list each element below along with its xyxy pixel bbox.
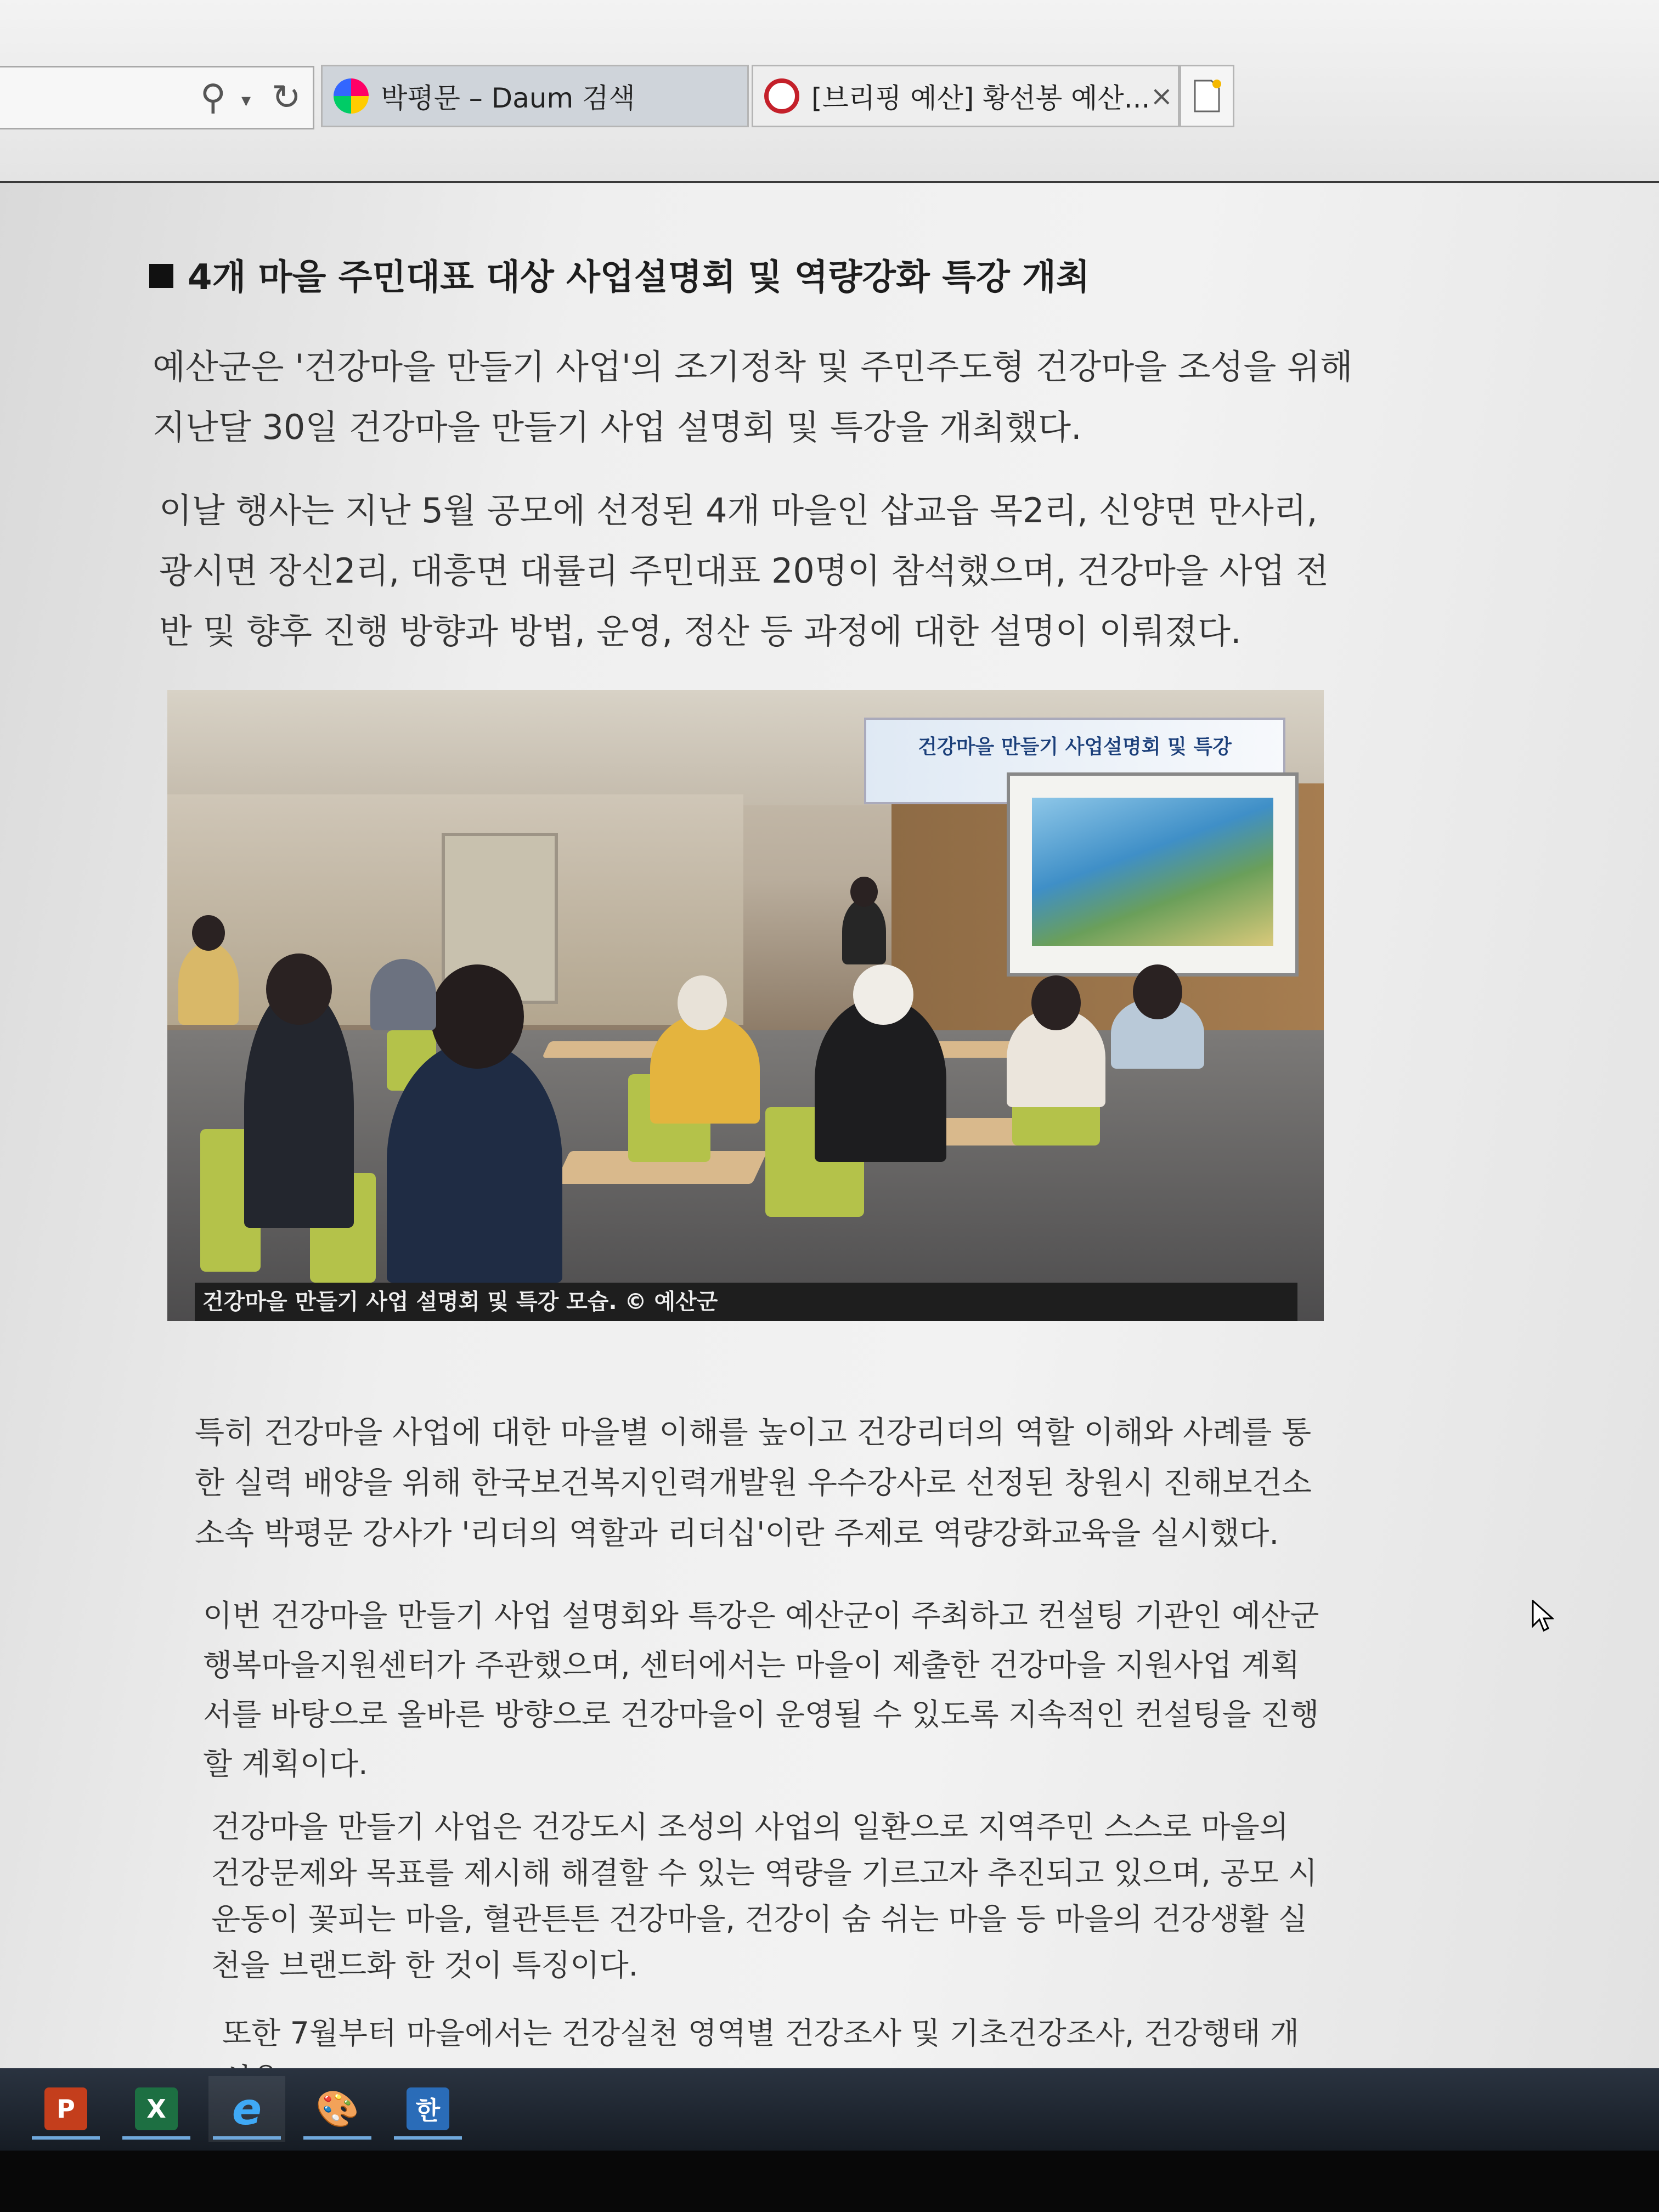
address-bar[interactable] [0,66,314,129]
monitor-bezel [0,2151,1659,2212]
taskbar [0,2068,1659,2151]
tab-daum-search[interactable] [321,65,749,127]
taskbar-hangul[interactable] [390,2076,466,2142]
event-banner: 건강마을 만들기 사업설명회 및 특강 [864,718,1285,804]
article-paragraph: 특히 건강마을 사업에 대한 마을별 이해를 높이고 건강리더의 역할 이해와 사례를 통한 실력 배양을 위해 한국보건복지인력개발원 우수강사로 선정된 창원시 진해보건소 소속 박평문 강사가 '리더의 역할과 리더십'이란 주제로 역량강화교육을 실시했다. [195,1415,1312,1551]
article-paragraph: 이날 행사는 지난 5월 공모에 선정된 4개 마을인 삽교읍 목2리, 신양면 만사리, 광시면 장신2리, 대흥면 대률리 주민대표 20명이 참석했으며, 건강마을 사업 전반 및 향후 진행 방향과 방법, 운영, 정산 등 과정에 대한 설명이 이뤄졌다. [159,490,1329,651]
mouse-cursor-icon [1532,1600,1554,1633]
article-paragraph: 이번 건강마을 만들기 사업 설명회와 특강은 예산군이 주최하고 컨설팅 기관인 예산군행복마을지원센터가 주관했으며, 센터에서는 마을이 제출한 건강마을 지원사업 계획서를 바탕으로 올바른 방향으로 건강마을이 운영될 수 있도록 지속적인 컨설팅을 진행할 계획이다. [203,1598,1319,1781]
photo-caption: 건강마을 만들기 사업 설명회 및 특강 모습. © 예산군 [195,1283,1297,1321]
projector-screen [1007,772,1299,977]
excel-icon: X [135,2087,178,2130]
tab-label: [브리핑 예산] 황선봉 예산... [811,82,1150,114]
refresh-icon[interactable]: ↻ [272,77,301,118]
section-heading: 4개 마을 주민대표 대상 사업설명회 및 역량강화 특강 개최 [149,249,1090,300]
internet-explorer-icon: e [232,2083,262,2135]
article-paragraph: 또한 7월부터 마을에서는 건강실천 영역별 건강조사 및 기초건강조사, 건강행태 개 [222,2016,1300,2051]
tab-label: 박평문 – Daum 검색 [381,82,635,114]
close-icon[interactable]: × [1150,80,1173,112]
search-icon[interactable]: ⚲ [200,77,226,118]
article-page [0,183,1659,2068]
powerpoint-icon: P [44,2087,87,2130]
taskbar-paint[interactable] [299,2076,376,2142]
taskbar-powerpoint[interactable] [27,2076,104,2142]
tab-briefing-yesan[interactable] [752,65,1180,127]
taskbar-internet-explorer[interactable] [208,2076,285,2142]
new-tab-button[interactable] [1180,65,1234,127]
square-bullet-icon [149,264,173,288]
site-favicon-icon [764,78,799,114]
dropdown-icon[interactable]: ▾ [241,89,251,111]
new-tab-icon [1192,78,1222,114]
hangul-icon: 한 [407,2087,449,2130]
browser-chrome [0,0,1659,183]
article-paragraph: 예산군은 '건강마을 만들기 사업'의 조기정착 및 주민주도형 건강마을 조성을 위해 지난달 30일 건강마을 만들기 사업 설명회 및 특강을 개최했다. [153,347,1353,447]
taskbar-excel[interactable] [118,2076,195,2142]
paint-icon: 🎨 [315,2089,359,2130]
daum-favicon-icon [334,78,369,114]
article-paragraph: 건강마을 만들기 사업은 건강도시 조성의 사업의 일환으로 지역주민 스스로 마을의 건강문제와 목표를 제시해 해결할 수 있는 역량을 기르고자 추진되고 있으며, 공모 시 운동이 꽃피는 마을, 혈관튼튼 건강마을, 건강이 숨 쉬는 마을 등 마을의 건강생활 실천을 브랜드화 한 것이 특징이다. [211,1809,1318,1983]
article-photo [167,690,1324,1321]
